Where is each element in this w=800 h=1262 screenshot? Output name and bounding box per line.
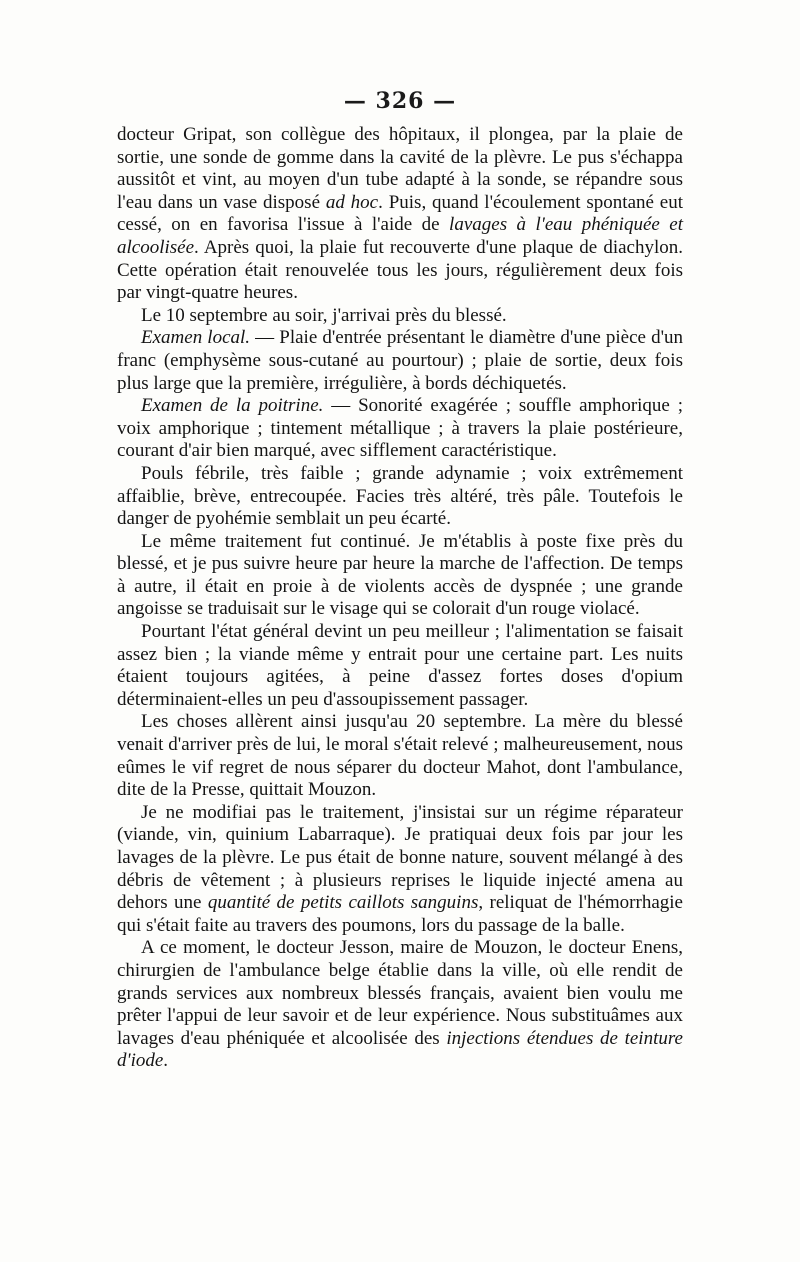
italic-text: lavages à l'eau phéniquée et alcoolisée [117, 214, 683, 258]
paragraph [117, 124, 683, 305]
paragraph-text: Le même traitement fut continué. Je m'établis à poste fixe près du blessé, et je pus suivre heure par heure la marche de l'affection. De temps à autre, il était en proie à de violents accès de dyspnée ; une grande angoisse se traduisait sur le visage qui se colorait d'un rouge violacé. [117, 530, 683, 620]
paragraph-text: Je ne modifiai pas le traitement, j'insistai sur un régime réparateur (viande, vin, quinium Labarraque). Je pratiquai deux fois par jour les lavages de la plèvre. Le pus était de bonne nature, souvent mélangé à des débris de vêtement ; à plusieurs reprises le liquide injecté amena au dehors une [117, 801, 683, 914]
paragraph-text: — Sonorité exagérée ; souffle amphorique ; voix amphorique ; tintement métallique ; à travers la plaie postérieure, courant d'air bien marqué, avec sifflement caractéristique. [117, 395, 683, 462]
paragraph-text: Pouls fébrile, très faible ; grande adynamie ; voix extrêmement affaiblie, brève, entrecoupée. Facies très altéré, très pâle. Toutefois le danger de pyohémie semblait un peu écarté. [117, 462, 683, 530]
italic-text: injections étendues de teinture d'iode [117, 1027, 683, 1072]
paragraph-text: Pourtant l'état général devint un peu meilleur ; l'alimentation se faisait assez bien ; la viande même y entrait pour une certaine part. Les nuits étaient toujours agitées, à peine d'assez fortes doses d'opium déterminaient-elles un peu d'assoupissement passager. [117, 621, 683, 710]
italic-text: quantité de petits caillots sanguins [207, 892, 479, 914]
page-number: — 326 — [343, 88, 457, 114]
paragraph-text: — Plaie d'entrée présentant le diamètre d'une pièce d'un franc (emphysème sous-cutané au pourtour) ; plaie de sortie, deux fois plus large que la première, irrégulière, à bords déchiquetés. [117, 327, 683, 394]
paragraph [117, 463, 683, 531]
italic-text: ad hoc [325, 191, 379, 213]
paragraph [117, 305, 683, 328]
paragraph [117, 621, 683, 711]
paragraph-text: Les choses allèrent ainsi jusqu'au 20 septembre. La mère du blessé venait d'arriver près de lui, le moral s'était relevé ; malheureusement, nous eûmes le vif regret de nous séparer du docteur Mahot, dont l'ambulance, dite de la Presse, quittait Mouzon. [117, 711, 683, 801]
paragraph [117, 531, 683, 621]
body-text [117, 124, 683, 1073]
paragraph [117, 711, 683, 801]
paragraph [117, 327, 683, 395]
paragraph-text: . Après quoi, la plaie fut recouverte d'une plaque de diachylon. Cette opération était renouvelée tous les jours, régulièrement deux fois par vingt-quatre heures. [117, 236, 683, 304]
paragraph [117, 395, 683, 463]
italic-text: Examen local. [141, 327, 251, 349]
paragraph [117, 937, 683, 1073]
paragraph-text: Le 10 septembre au soir, j'arrivai près du blessé. [141, 304, 507, 326]
italic-text: Examen de la poitrine. [141, 395, 324, 417]
paragraph-text: . Puis, quand l'écoulement spontané eut cessé, on en favorisa l'issue à l'aide de [117, 191, 684, 236]
paragraph-text: A ce moment, le docteur Jesson, maire de Mouzon, le docteur Enens, chirurgien de l'ambulance belge établie dans la ville, où elle rendit de grands services aux nombreux blessés français, avaient bien voulu me prêter l'appui de leur savoir et de leur expérience. Nous substituâmes aux lavages d'eau phéniquée et alcoolisée des [117, 937, 683, 1049]
paragraph [117, 802, 683, 938]
paragraph-text: . [163, 1050, 169, 1072]
paragraph-text: , reliquat de l'hémorrhagie qui s'était faite au travers des poumons, lors du passage de la balle. [117, 892, 683, 936]
paragraph-text: docteur Gripat, son collègue des hôpitaux, il plongea, par la plaie de sortie, une sonde de gomme dans la cavité de la plèvre. Le pus s'échappa aussitôt et vint, au moyen d'un tube adapté à la sonde, se répandre sous l'eau dans un vase disposé [117, 124, 683, 213]
